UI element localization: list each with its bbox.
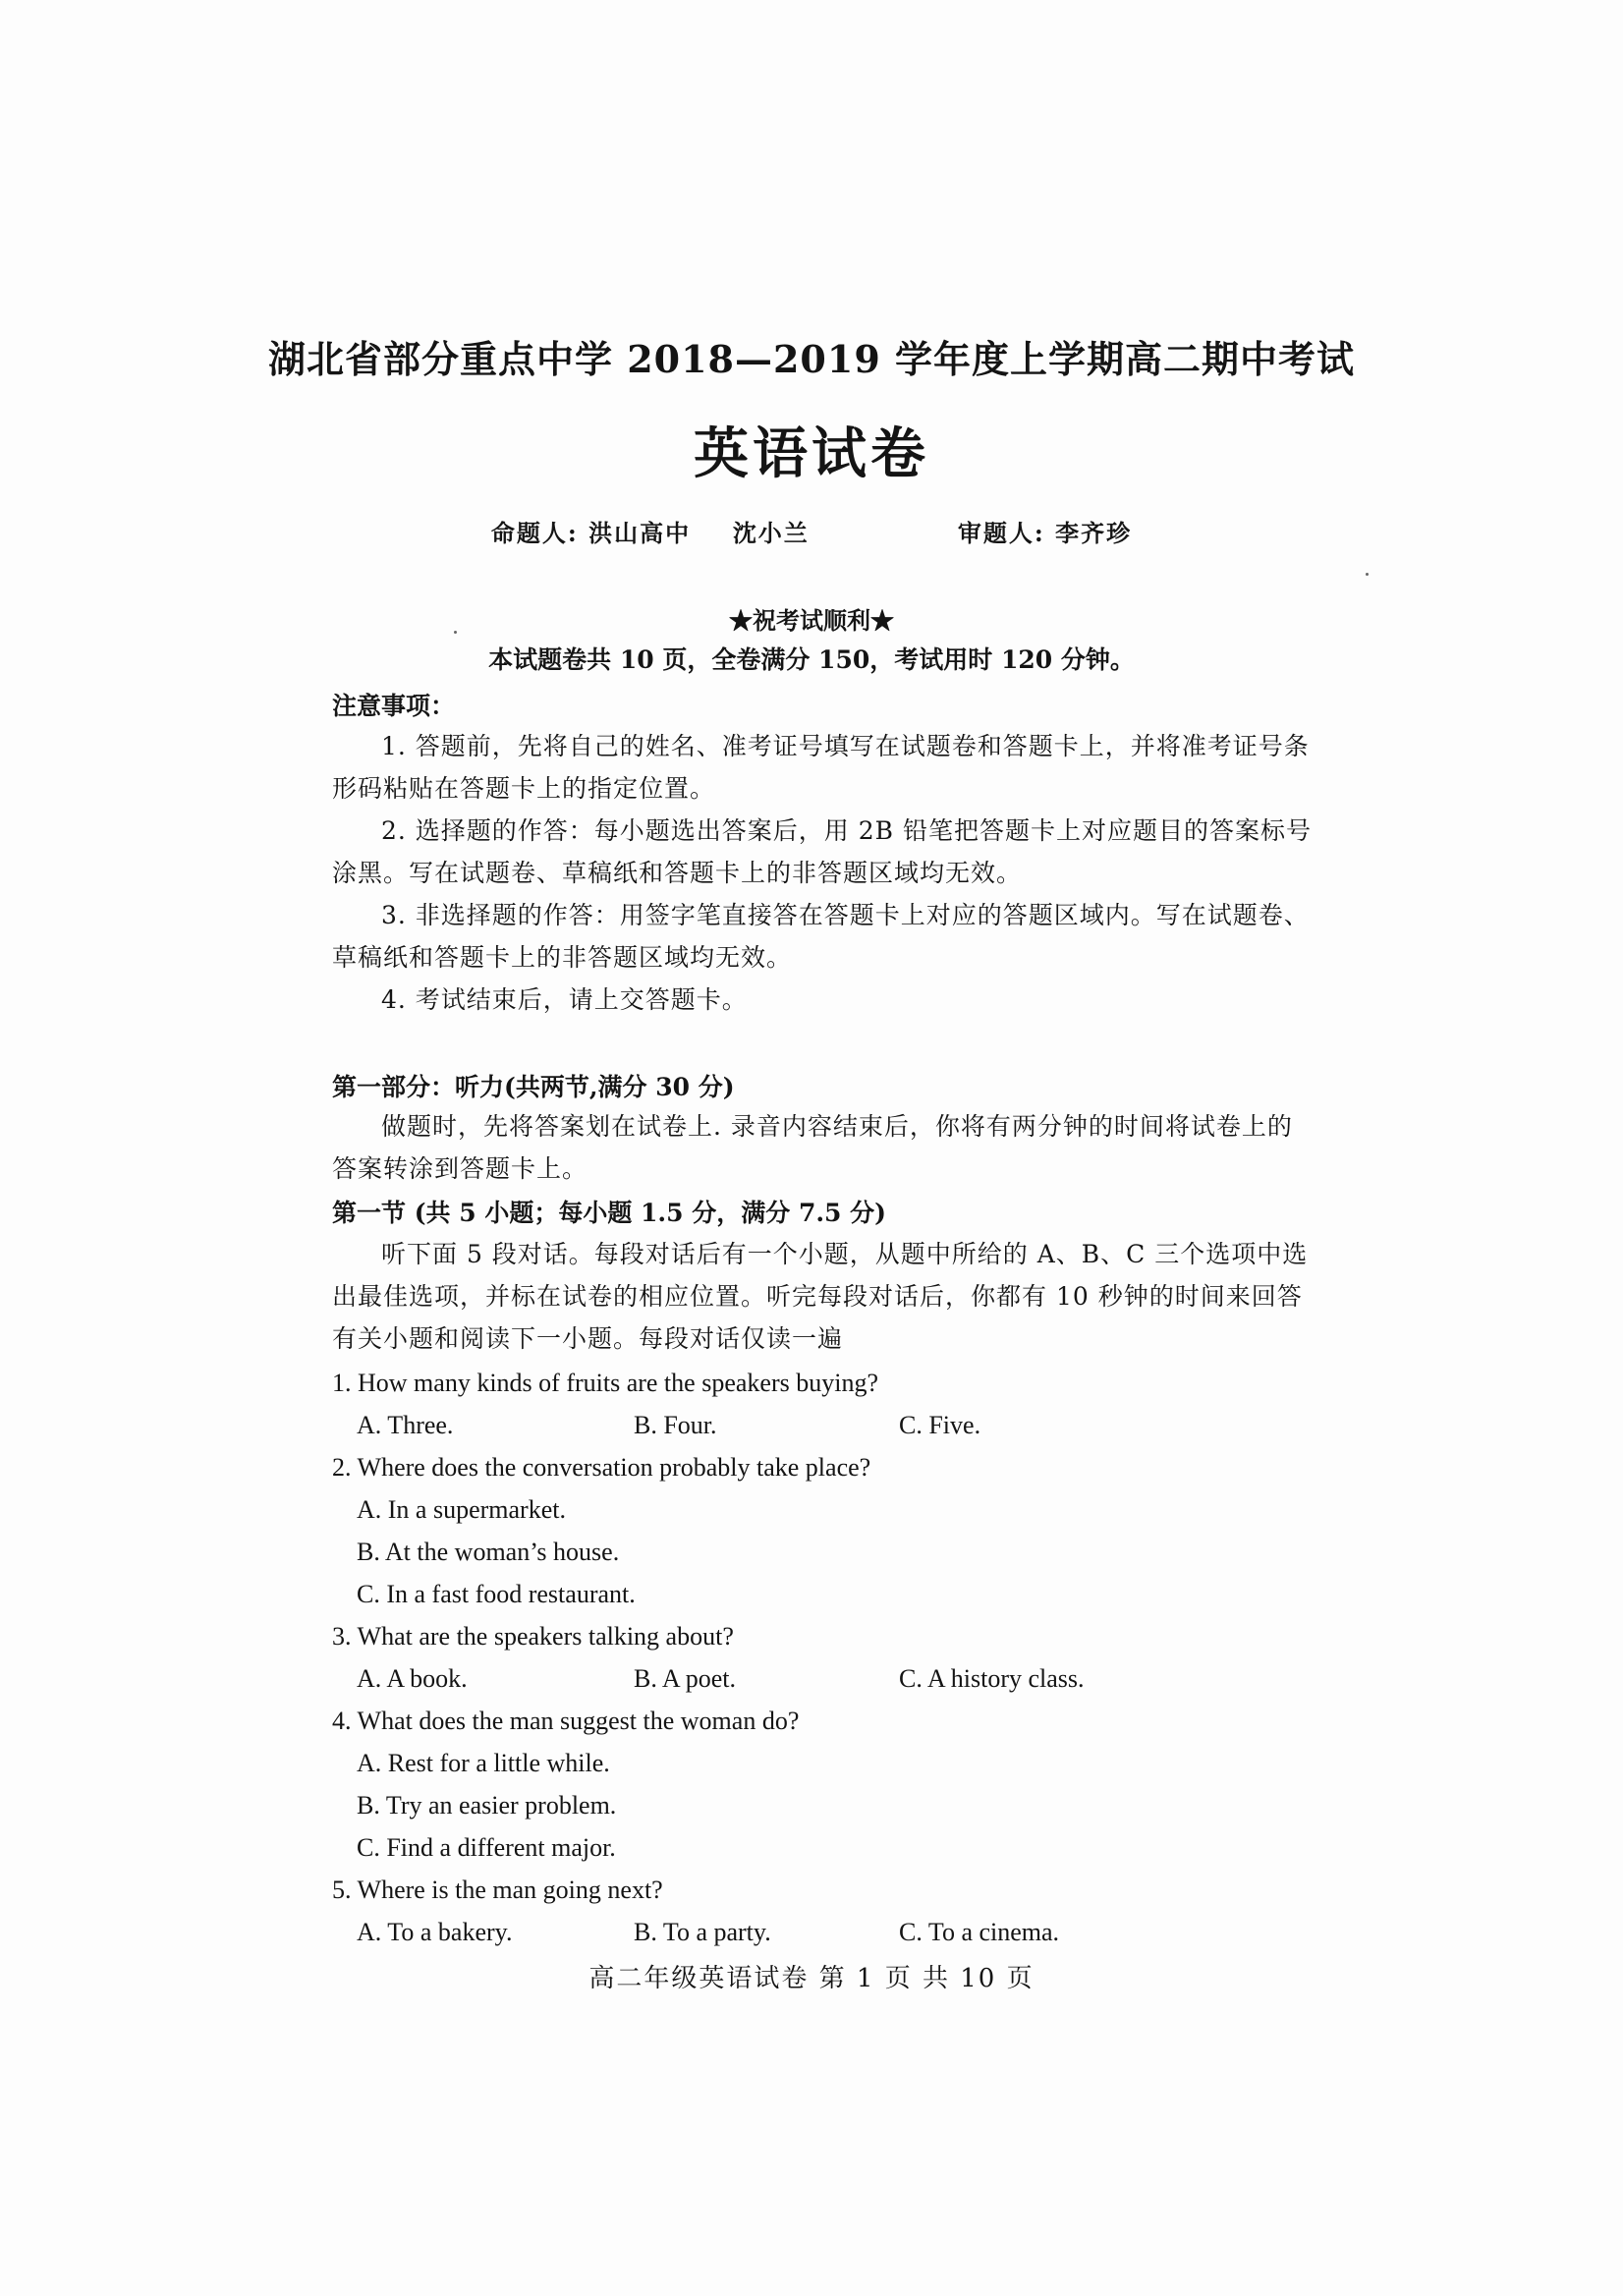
notes-heading: 注意事项： — [332, 692, 456, 720]
scan-speck — [1366, 573, 1369, 576]
authors-line — [0, 514, 1623, 548]
note-item: 3. 非选择题的作答：用签字笔直接答在答题卡上对应的答题区域内。写在试题卷、草稿纸和答题卡上的非答题区域均无效。 — [332, 901, 1310, 972]
setter-school: 洪山高中 — [588, 519, 692, 547]
exam-title: 湖北省部分重点中学 2018—2019 学年度上学期高二期中考试 — [268, 337, 1355, 381]
options-row — [332, 1911, 1315, 1953]
setter-label: 命题人: — [490, 519, 579, 547]
scan-speck — [454, 631, 457, 634]
option: C. In a fast food restaurant. — [357, 1580, 636, 1608]
option: C. A history class. — [899, 1664, 1085, 1693]
option: C. Find a different major. — [357, 1833, 616, 1862]
option: B. Try an easier problem. — [357, 1791, 617, 1820]
option: C. Five. — [899, 1411, 981, 1439]
note-item: 4. 考试结束后，请上交答题卡。 — [381, 985, 748, 1014]
option: A. A book. — [357, 1664, 468, 1693]
note-item: 1. 答题前，先将自己的姓名、准考证号填写在试题卷和答题卡上，并将准考证号条形码粘贴在答题卡上的指定位置。 — [332, 732, 1310, 803]
option: B. A poet. — [634, 1664, 737, 1693]
option: A. To a bakery. — [357, 1918, 513, 1946]
section-intro: 听下面 5 段对话。每段对话后有一个小题，从题中所给的 A、B、C 三个选项中选出最佳选项，并标在试卷的相应位置。听完每段对话后，你都有 10 秒钟的时间来回答有关小题和阅读下一小题。每段对话仅读一遍 — [332, 1240, 1309, 1353]
part-heading: 第一部分：听力(共两节,满分 30 分) — [332, 1073, 735, 1101]
part-intro: 做题时，先将答案划在试卷上. 录音内容结束后，你将有两分钟的时间将试卷上的答案转涂到答题卡上。 — [332, 1112, 1293, 1183]
reviewer-name: 李齐珍 — [1055, 519, 1133, 547]
section-heading: 第一节 (共 5 小题；每小题 1.5 分，满分 7.5 分) — [332, 1199, 886, 1227]
option: B. Four. — [634, 1411, 717, 1439]
option: A. In a supermarket. — [357, 1495, 566, 1524]
setter-name: 沈小兰 — [732, 519, 810, 547]
options-column — [332, 1488, 1315, 1615]
questions-list — [332, 1362, 1315, 1953]
exam-info: 本试题卷共 10 页，全卷满分 150，考试用时 120 分钟。 — [488, 645, 1135, 674]
page-footer: 高二年级英语试卷 第 1 页 共 10 页 — [588, 1964, 1035, 1993]
options-row — [332, 1657, 1315, 1700]
question-text: 3. What are the speakers talking about? — [332, 1622, 734, 1651]
option: A. Three. — [357, 1411, 454, 1439]
question-text: 1. How many kinds of fruits are the speakers buying? — [332, 1369, 878, 1397]
notes-list — [332, 725, 1315, 1021]
good-luck-line: ★祝考试顺利★ — [729, 606, 894, 635]
options-column — [332, 1742, 1315, 1869]
options-row — [332, 1404, 1315, 1446]
note-item: 2. 选择题的作答：每小题选出答案后，用 2B 铅笔把答题卡上对应题目的答案标号涂黑。写在试题卷、草稿纸和答题卡上的非答题区域均无效。 — [332, 816, 1312, 887]
question-text: 2. Where does the conversation probably take place? — [332, 1453, 871, 1482]
option: C. To a cinema. — [899, 1918, 1060, 1946]
reviewer-label: 审题人: — [957, 519, 1045, 547]
subject-title: 英语试卷 — [694, 421, 929, 486]
option: B. At the woman’s house. — [357, 1538, 620, 1566]
question-text: 5. Where is the man going next? — [332, 1876, 663, 1904]
question-text: 4. What does the man suggest the woman do? — [332, 1707, 800, 1735]
option: B. To a party. — [634, 1918, 771, 1946]
option: A. Rest for a little while. — [357, 1749, 610, 1777]
